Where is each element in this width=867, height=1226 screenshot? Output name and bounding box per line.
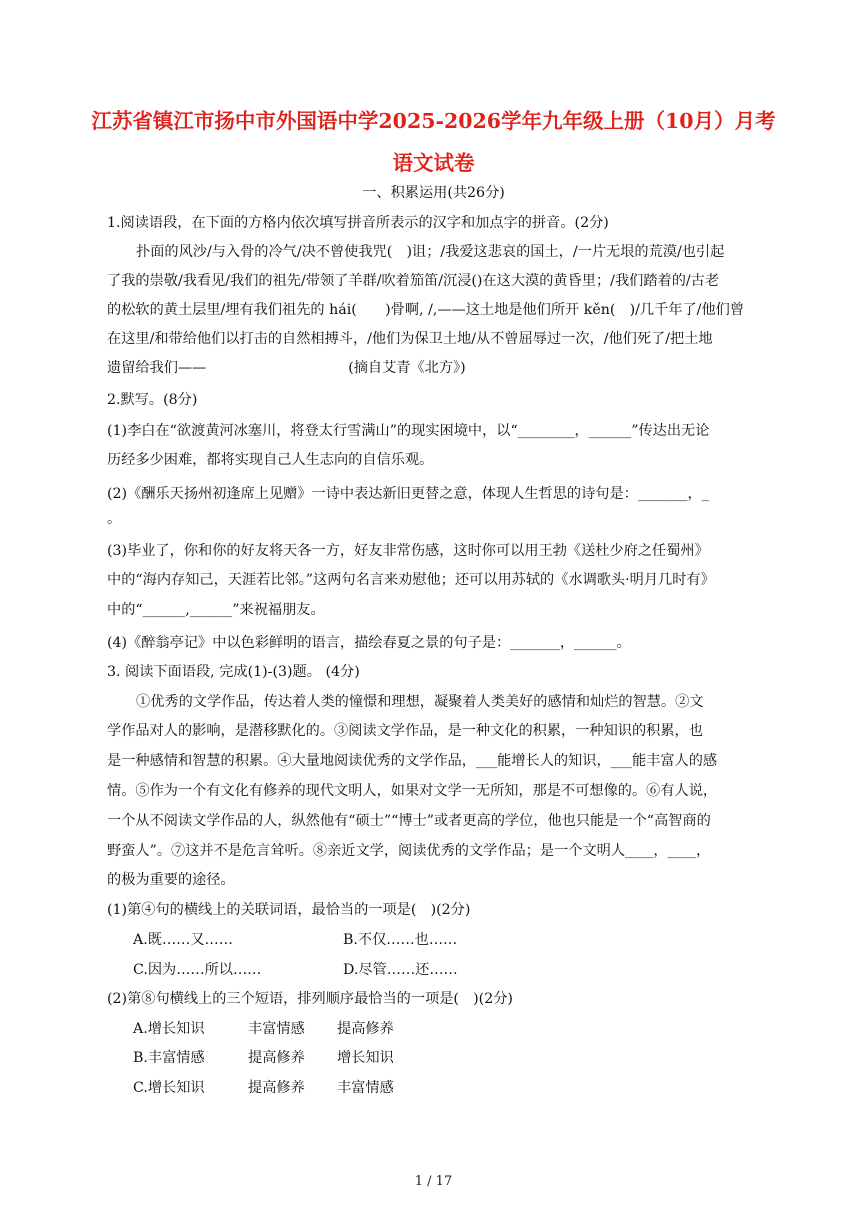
question-3-text-line: 学作品对人的影响，是潜移默化的。③阅读文学作品，是一种文化的积累，一种知识的积累，也 <box>107 723 703 739</box>
question-1-text-line: 了我的崇敬/我看见/我们的祖先/带领了羊群/吹着笳笛/沉浸()在这大漠的黄昏里；/我们踏着的/古老 <box>107 273 720 289</box>
question-3-text-line: 是一种感情和智慧的积累。④大量地阅读优秀的文学作品，___能增长人的知识，___能丰富人的感 <box>107 753 718 769</box>
subquestion-2-stem: (2)第⑧句横线上的三个短语，排列顺序最恰当的一项是( )(2分) <box>107 991 513 1007</box>
question-1-stem: 1.阅读语段，在下面的方格内依次填写拼音所表示的汉字和加点字的拼音。(2分) <box>107 215 609 231</box>
question-2-text-line: 历经多少困难，都将实现自己人生志向的自信乐观。 <box>107 452 434 468</box>
question-2-text-line: (1)李白在“欲渡黄河冰塞川，将登太行雪满山”的现实困境中，以“________，______”传达出无论 <box>107 423 710 439</box>
option-a: A.既……又…… <box>133 932 233 948</box>
option-a: A.增长知识 <box>133 1021 205 1037</box>
question-3-stem: 3. 阅读下面语段, 完成(1)-(3)题。 (4分) <box>107 664 360 680</box>
question-3-text-line: 情。⑤作为一个有文化有修养的现代文明人，如果对文学一无所知，那是不可想像的。⑥有人说， <box>107 783 718 799</box>
question-2-text-line: 。 <box>107 511 122 527</box>
option-c-phrase: 提高修养 <box>248 1080 305 1096</box>
option-a-phrase: 丰富情感 <box>248 1021 305 1037</box>
option-a-phrase: 提高修养 <box>337 1021 394 1037</box>
section-heading: 一、积累运用(共26分) <box>362 185 505 201</box>
page-number: 1 / 17 <box>414 1174 453 1189</box>
option-c: C.增长知识 <box>133 1080 205 1096</box>
exam-title-line2: 语文试卷 <box>392 151 475 175</box>
option-b: B.不仅……也…… <box>343 932 458 948</box>
question-2-text-line: 中的“______,______”来祝福朋友。 <box>107 602 325 618</box>
option-d: D.尽管……还…… <box>343 962 458 978</box>
question-2-text-line: 中的“海内存知己，天涯若比邻。”这两句名言来劝慰他；还可以用苏轼的《水调歌头·明月几时有》 <box>107 572 715 588</box>
option-b: B.丰富情感 <box>133 1050 205 1066</box>
question-3-text-line: 一个从不阅读文学作品的人，纵然他有“硕士”“博士”或者更高的学位，他也只能是一个“高智商的 <box>107 813 711 829</box>
question-1-text-line: 的松软的黄土层里/埋有我们祖先的 hái( )骨啊, /,——这土地是他们所开 kěn( )/几千年了/他们曾 <box>107 302 745 318</box>
question-1-text-line: 在这里/和带给他们以打击的自然相搏斗，/他们为保卫土地/从不曾屈辱过一次，/他们死了/把土地 <box>107 331 713 347</box>
question-2-text-line: (4)《醉翁亭记》中以色彩鲜明的语言，描绘春夏之景的句子是：_______，______。 <box>107 635 631 651</box>
question-3-text-line: 的极为重要的途径。 <box>107 872 235 888</box>
option-b-phrase: 增长知识 <box>337 1050 394 1066</box>
option-b-phrase: 提高修养 <box>248 1050 305 1066</box>
question-2-stem: 2.默写。(8分) <box>107 392 198 408</box>
question-1-text-line: 扑面的风沙/与入骨的冷气/决不曾使我咒( )诅；/我爱这悲哀的国土，/一片无垠的荒漠/也引起 <box>136 244 725 260</box>
option-c-phrase: 丰富情感 <box>337 1080 394 1096</box>
question-3-text-line: ①优秀的文学作品，传达着人类的憧憬和理想，凝聚着人类美好的感情和灿烂的智慧。②文 <box>136 694 704 710</box>
question-3-text-line: 野蛮人”。⑦这并不是危言耸听。⑧亲近文学，阅读优秀的文学作品；是一个文明人____，____， <box>107 843 711 859</box>
subquestion-1-stem: (1)第④句的横线上的关联词语，最恰当的一项是( )(2分) <box>107 902 471 918</box>
option-c: C.因为……所以…… <box>133 962 262 978</box>
question-2-text-line: (2)《酬乐天扬州初逢席上见赠》一诗中表达新旧更替之意，体现人生哲思的诗句是：_______，_ <box>107 486 709 502</box>
question-1-text-line: 遗留给我们—— (摘自艾青《北方》) <box>107 360 466 376</box>
question-2-text-line: (3)毕业了，你和你的好友将天各一方，好友非常伤感，这时你可以用王勃《送杜少府之任蜀州》 <box>107 543 709 559</box>
exam-title-line1: 江苏省镇江市扬中市外国语中学2025-2026学年九年级上册（10月）月考 <box>91 109 776 133</box>
